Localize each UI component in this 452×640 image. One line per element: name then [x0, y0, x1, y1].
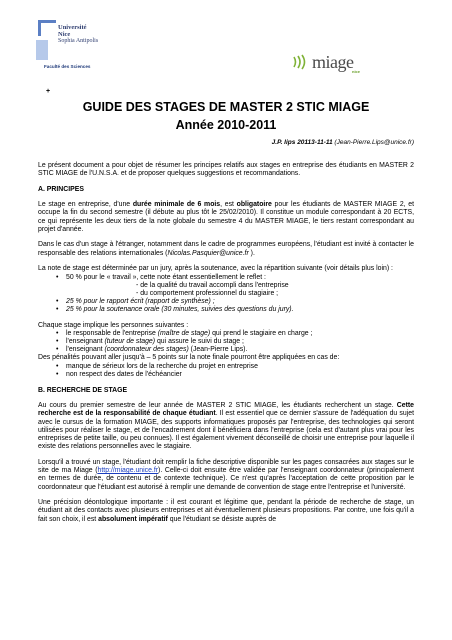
- plus-mark: +: [46, 88, 51, 95]
- document-title: GUIDE DES STAGES DE MASTER 2 STIC MIAGE: [82, 100, 370, 114]
- miage-logo-sub: nice: [352, 69, 361, 74]
- people-list: [66, 330, 414, 355]
- penalty-item: • non respect des dates de l'échéancier: [66, 371, 414, 379]
- miage-wave-icon: [292, 54, 312, 70]
- section-b-heading: B. RECHERCHE DE STAGE: [38, 386, 128, 394]
- grading-item: • 25 % pour la soutenance orale (30 minutes, suivies des questions du jury).: [66, 306, 414, 314]
- faculty-label: Faculté des Sciences: [44, 64, 91, 69]
- author-ref: J.P. lips 20113-11-11: [271, 139, 333, 146]
- people-item: • l'enseignant (coordonnateur des stages) (Jean-Pierre Lips).: [66, 346, 414, 354]
- logo-line-2: Nice: [58, 31, 71, 38]
- document-year: Année 2010-2011: [175, 118, 277, 132]
- author-email: (Jean-Pierre.Lips@unice.fr): [334, 139, 414, 146]
- penalties-list: [66, 363, 414, 379]
- section-a-paragraph-1: Le stage en entreprise, d'une durée minimale de 6 mois, est obligatoire pour les étudiants de MASTER MIAGE 2, et occupe la fin du second semestre (il débute au plus tôt le 25/02/2010). Il constitue un module correspondant à 20 ECTS, ce qui représente les deux tiers de la note globale du semestre 4 du MASTER MIAGE, le tiers restant correspondant au projet d'année.: [38, 201, 414, 233]
- miage-logo: [292, 50, 382, 76]
- grading-subitem: - du comportement professionnel du stagiaire ;: [136, 289, 279, 297]
- section-a-paragraph-2: Dans le cas d'un stage à l'étranger, notamment dans le cadre de programmes européens, l'étudiant est invité à contacter le responsable des relations internationales (Nicolas.Pasquier@unice.fr ).: [38, 241, 414, 257]
- penalty-item: • manque de sérieux lors de la recherche du projet en entreprise: [66, 363, 414, 371]
- miage-site-link[interactable]: http://miage.unice.fr: [97, 467, 159, 475]
- logo-line-1: Université: [58, 24, 87, 31]
- intro-paragraph: Le présent document a pour objet de résumer les principes relatifs aux stages en entreprise des étudiants en MASTER 2 STIC MIAGE de l'U.N.S.A. et de proposer quelques suggestions et recommandations.: [38, 162, 414, 178]
- grading-subitem: - de la qualité du travail accompli dans l'entreprise: [136, 281, 289, 289]
- section-a-paragraph-4: Chaque stage implique les personnes suivantes :: [38, 321, 189, 329]
- university-logo: [36, 18, 102, 82]
- section-b-paragraph-2: Lorsqu'il a trouvé un stage, l'étudiant doit remplir la fiche descriptive disponible sur les pages consacrées aux stages sur le site de ma Miage (http://miage.unice.fr). Celle-ci doit ensuite être validée par l'enseignant coordonnateur (principalement en termes de durée, de contenu et de contexte technique). Ce n'est qu'après l'acceptation de cette proposition par le coordonnateur que l'étudiant est autorisé à remplir une demande de convention de stage entre l'entreprise et l'université.: [38, 458, 414, 491]
- people-item: • le responsable de l'entreprise (maître de stage) qui prend le stagiaire en charge ;: [66, 330, 414, 338]
- section-a-paragraph-5: Des pénalités pouvant aller jusqu'à – 5 points sur la note finale pourront être appliquées en cas de:: [38, 354, 340, 362]
- grading-list: [66, 274, 414, 315]
- section-b-paragraph-3: Une précision déontologique importante : il est courant et légitime que, pendant la période de recherche de stage, un étudiant ait des contacts avec plusieurs entreprises et ait éventuellement plusieurs propositions. Par contre, une fois qu'il a fait son choix, il est absolument impératif que l'étudiant se désiste auprès de: [38, 499, 414, 523]
- miage-logo-word: miage: [312, 52, 354, 72]
- grading-item: • 50 % pour le « travail », cette note étant essentiellement le reflet : - de la qualité du travail accompli dans l'entreprise - du comportement professionnel du stagiaire ;: [66, 274, 414, 299]
- author-line: [272, 139, 414, 146]
- grading-item: • 25 % pour le rapport écrit (rapport de synthèse) ;: [66, 298, 414, 306]
- section-b-paragraph-1: Au cours du premier semestre de leur année de MASTER 2 STIC MIAGE, les étudiants recherchent un stage. Cette recherche est de la responsabilité de chaque étudiant. Il est essentiel que ce dernier s'assure de l'adéquation du sujet avec le cursus de la formation MIAGE, des supports informatiques proposés par l'entreprise, des technologies qui seront utilisées pour réaliser le stage, et de l'encadrement dont il bénéficiera dans l'entreprise (cela est d'autant plus vrai pour les entreprises de petite taille, ou peu connues). Il est également vivement déconseillé de choisir une entreprise pour laquelle il existe des relations personnelles avec le stagiaire.: [38, 402, 414, 451]
- people-item: • l'enseignant (tuteur de stage) qui assure le suivi du stage ;: [66, 338, 414, 346]
- section-a-heading: A. PRINCIPES: [38, 185, 84, 193]
- logo-block-icon: [36, 40, 48, 60]
- document-body: [38, 162, 414, 531]
- section-a-paragraph-3: La note de stage est déterminée par un jury, après la soutenance, avec la répartition suivante (voir détails plus loin) :: [38, 265, 393, 273]
- logo-mark-icon: [38, 20, 56, 36]
- logo-line-3: Sophia Antipolis: [58, 38, 99, 44]
